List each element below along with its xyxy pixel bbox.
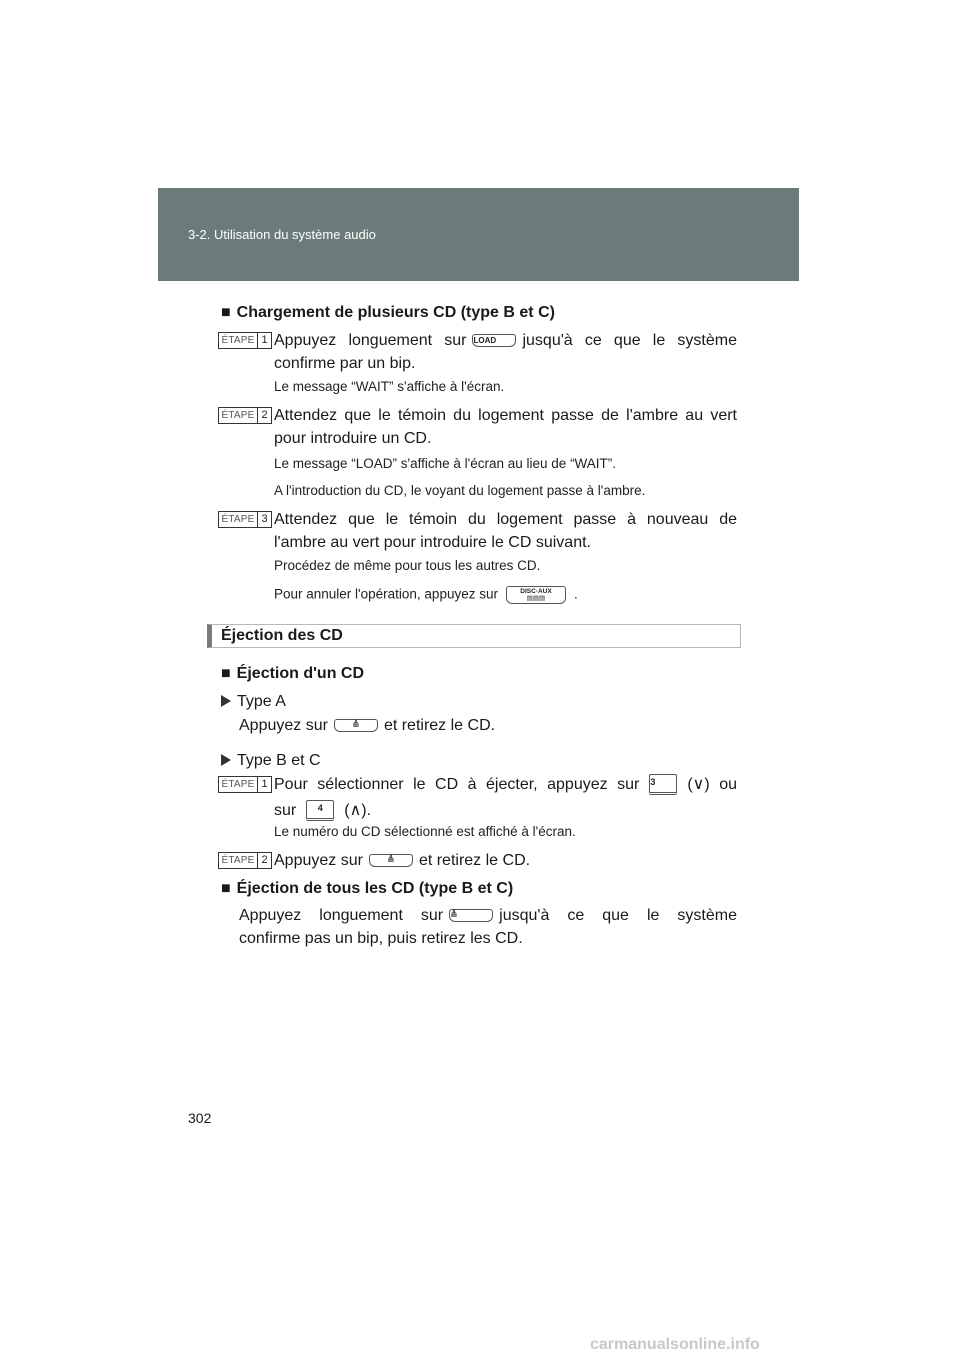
type-bc-label: Type B et C [221,749,321,772]
square-bullet-icon: ■ [221,304,231,321]
chapter-header [158,188,799,281]
step-text: Appuyez sur ≜ et retirez le CD. [274,852,531,869]
load-button-icon: LOAD [472,334,516,347]
step-text: Pour sélectionner le CD à éjecter, appuyez sur 3 (∨) ou sur 4 (∧). [274,772,737,824]
eject-button-icon: ≜ [449,909,493,922]
step-badge: ÉTAPE 3 [218,511,272,528]
step-note: A l'introduction du CD, le voyant du logement passe à l'ambre. [274,483,646,498]
eject-button-icon: ≜ [334,719,378,732]
step-badge: ÉTAPE 2 [218,852,272,869]
eject-button-icon: ≜ [369,854,413,867]
step-text: Appuyez longuement sur LOAD jusqu'à ce que le système confirme par un bip. [274,332,737,372]
loading-heading: ■ Chargement de plusieurs CD (type B et C) [221,304,555,321]
type-a-label: Type A [221,690,286,713]
step-badge: ÉTAPE 1 [218,332,272,349]
eject-all-text: Appuyez longuement sur ≜ jusqu'à ce que le système confirme pas un bip, puis retirez les CD. [239,907,738,947]
button-3-icon: 3 [649,774,677,795]
triangle-bullet-icon [221,695,231,707]
eject-all-heading: ■ Éjection de tous les CD (type B et C) [221,880,514,897]
square-bullet-icon: ■ [221,880,231,897]
type-a-text: Appuyez sur ≜ et retirez le CD. [239,717,496,734]
button-4-icon: 4 [306,800,334,821]
page-number: 302 [188,1110,212,1126]
disc-aux-button-icon: DISC·AUX ▤▤▤ [506,586,566,604]
section-heading: Éjection des CD [207,624,741,648]
section-title: 3-2. Utilisation du système audio [188,227,376,242]
step-note: Pour annuler l'opération, appuyez sur DISC·AUX ▤▤▤ . [274,586,578,602]
watermark: carmanualsonline.info [590,1336,760,1353]
step-badge: ÉTAPE 1 [218,776,272,793]
triangle-bullet-icon [221,754,231,766]
step-text: Attendez que le témoin du logement passe de l'ambre au vert pour introduire un CD. [274,407,737,447]
step-note: Le numéro du CD sélectionné est affiché à l'écran. [274,824,576,839]
step-note: Procédez de même pour tous les autres CD. [274,558,541,573]
step-note: Le message “LOAD” s'affiche à l'écran au lieu de “WAIT”. [274,456,617,471]
step-text: Attendez que le témoin du logement passe à nouveau de l'ambre au vert pour introduire le CD suivant. [274,511,737,551]
eject-one-heading: ■ Éjection d'un CD [221,665,365,682]
square-bullet-icon: ■ [221,665,231,682]
step-note: Le message “WAIT” s'affiche à l'écran. [274,379,505,394]
step-badge: ÉTAPE 2 [218,407,272,424]
